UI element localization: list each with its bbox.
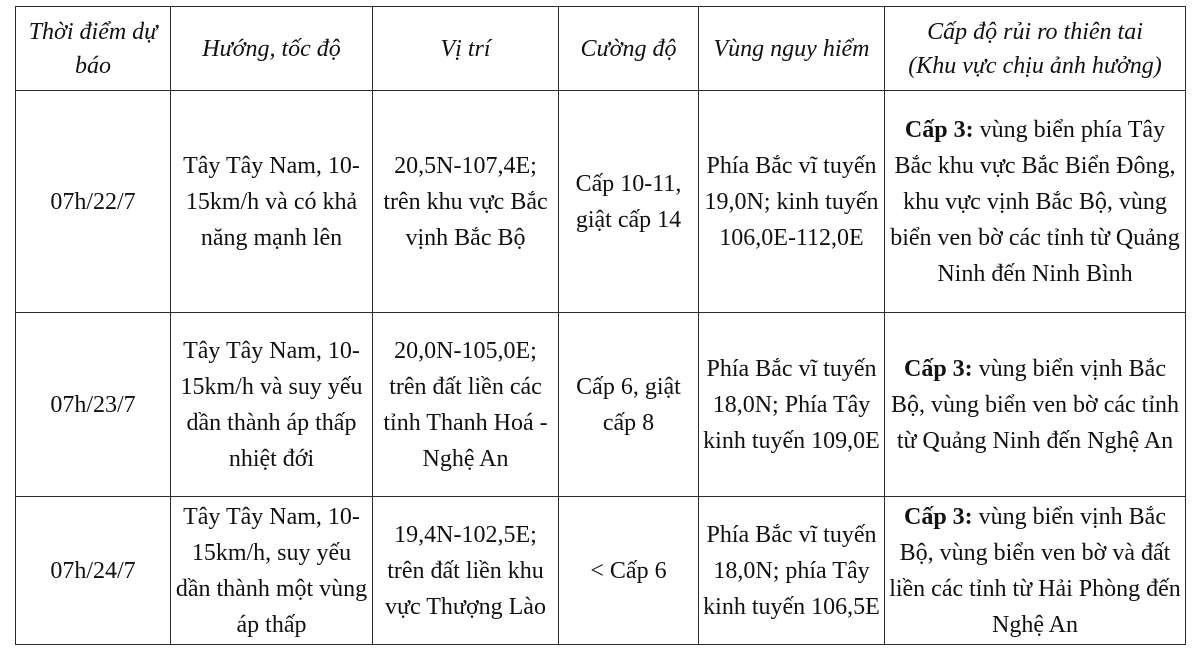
header-position: Vị trí — [373, 7, 559, 91]
cell-risk — [885, 313, 1186, 497]
cell-intensity: Cấp 10-11, giật cấp 14 — [559, 91, 699, 313]
header-direction: Hướng, tốc độ — [171, 7, 373, 91]
cell-direction: Tây Tây Nam, 10-15km/h và có khả năng mạnh lên — [171, 91, 373, 313]
header-risk — [885, 7, 1186, 91]
cell-time: 07h/24/7 — [16, 497, 171, 645]
table-row — [16, 313, 1186, 497]
cell-risk — [885, 91, 1186, 313]
header-risk-line2: (Khu vực chịu ảnh hưởng) — [908, 52, 1162, 79]
header-risk-line1: Cấp độ rủi ro thiên tai — [927, 18, 1143, 45]
cell-position: 20,5N-107,4E; trên khu vực Bắc vịnh Bắc Bộ — [373, 91, 559, 313]
risk-area: vùng biển vịnh Bắc Bộ, vùng biển ven bờ và đất liền các tỉnh từ Hải Phòng đến Nghệ An — [889, 503, 1181, 638]
cell-danger-zone: Phía Bắc vĩ tuyến 18,0N; phía Tây kinh tuyến 106,5E — [699, 497, 885, 645]
cell-direction: Tây Tây Nam, 10-15km/h và suy yếu dần thành áp thấp nhiệt đới — [171, 313, 373, 497]
risk-level: Cấp 3: — [904, 355, 973, 382]
header-danger-zone: Vùng nguy hiểm — [699, 7, 885, 91]
cell-direction: Tây Tây Nam, 10-15km/h, suy yếu dần thành một vùng áp thấp — [171, 497, 373, 645]
storm-forecast-table — [15, 6, 1186, 645]
table-header-row — [16, 7, 1186, 91]
header-time: Thời điểm dự báo — [16, 7, 171, 91]
cell-intensity: Cấp 6, giật cấp 8 — [559, 313, 699, 497]
cell-time: 07h/23/7 — [16, 313, 171, 497]
cell-danger-zone: Phía Bắc vĩ tuyến 18,0N; Phía Tây kinh tuyến 109,0E — [699, 313, 885, 497]
risk-area: vùng biển vịnh Bắc Bộ, vùng biển ven bờ các tỉnh từ Quảng Ninh đến Nghệ An — [891, 355, 1179, 454]
cell-time: 07h/22/7 — [16, 91, 171, 313]
risk-level: Cấp 3: — [904, 503, 973, 530]
cell-position: 20,0N-105,0E; trên đất liền các tỉnh Thanh Hoá - Nghệ An — [373, 313, 559, 497]
cell-intensity: < Cấp 6 — [559, 497, 699, 645]
cell-position: 19,4N-102,5E; trên đất liền khu vực Thượng Lào — [373, 497, 559, 645]
cell-risk — [885, 497, 1186, 645]
table-row — [16, 497, 1186, 645]
cell-danger-zone: Phía Bắc vĩ tuyến 19,0N; kinh tuyến 106,0E-112,0E — [699, 91, 885, 313]
risk-level: Cấp 3: — [904, 116, 974, 143]
table-row — [16, 91, 1186, 313]
header-intensity: Cường độ — [559, 7, 699, 91]
risk-area: vùng biển phía Tây Bắc khu vực Bắc Biển Đông, khu vực vịnh Bắc Bộ, vùng biển ven bờ các tỉnh từ Quảng Ninh đến Ninh Bình — [890, 116, 1180, 287]
